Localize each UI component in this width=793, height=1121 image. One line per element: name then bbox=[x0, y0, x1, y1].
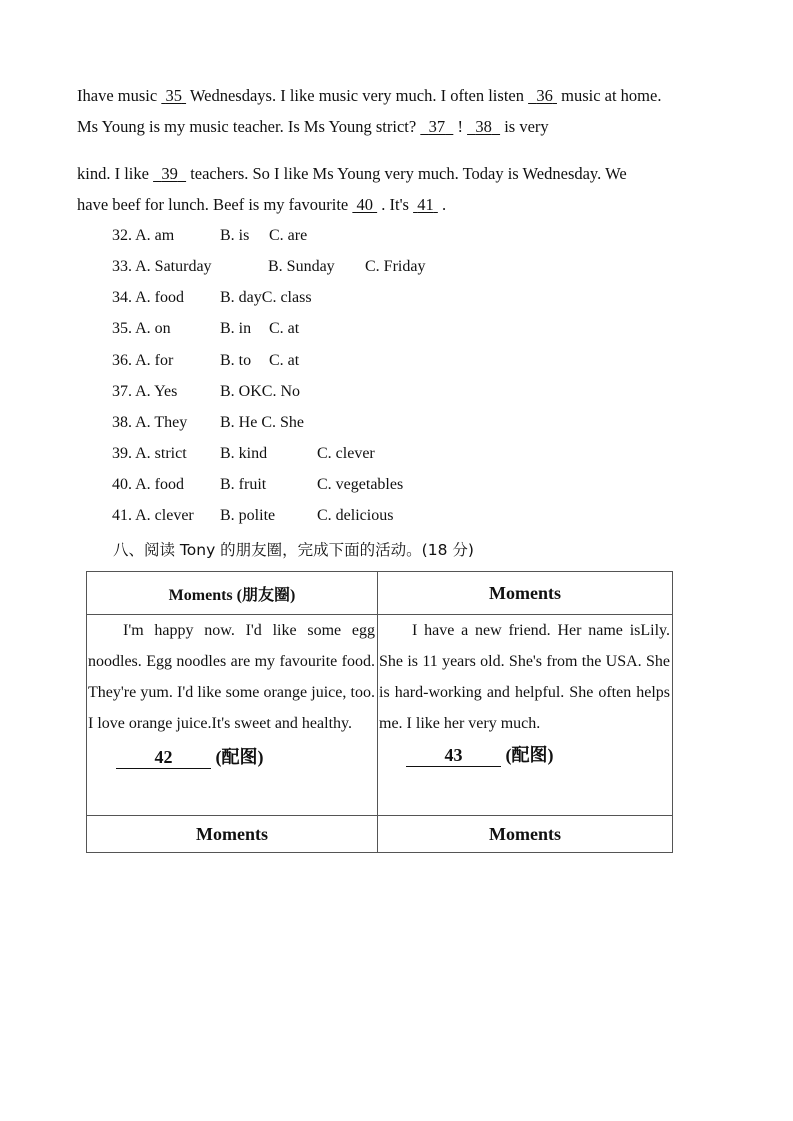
post-right-text: I have a new friend. Her name isLily. She is 11 years old. She's from the USA. She is hard-working and helpful. She often helps me. I like her very much. bbox=[379, 622, 670, 732]
passage-line-3: kind. I like 39 teachers. So I like Ms Young very much. Today is Wednesday. We bbox=[77, 164, 627, 183]
picture-blank-43: 43 (配图) bbox=[378, 741, 672, 767]
moments-post-right bbox=[378, 615, 673, 816]
moments-header-right: Moments bbox=[378, 572, 673, 615]
passage-line-4: have beef for lunch. Beef is my favourite 40 . It's 41 . bbox=[77, 195, 447, 214]
passage-line-1: Ihave music 35 Wednesdays. I like music very much. I often listen 36 music at home. bbox=[77, 86, 662, 105]
section-eight-heading: 八、阅读 Tony 的朋友圈，完成下面的活动。(18 分) bbox=[113, 541, 474, 559]
moments-footer-left: Moments bbox=[87, 816, 378, 853]
blank-35: 35 bbox=[165, 86, 182, 105]
moments-post-left bbox=[87, 615, 378, 816]
blank-38: 38 bbox=[475, 117, 492, 136]
passage-line-2: Ms Young is my music teacher. Is Ms Young strict? 37 ! 38 is very bbox=[77, 117, 549, 136]
blank-36: 36 bbox=[536, 86, 553, 105]
blank-39: 39 bbox=[161, 164, 178, 183]
blank-41: 41 bbox=[417, 195, 434, 214]
moments-header-left: Moments (朋友圈) bbox=[87, 572, 378, 615]
moments-footer-right: Moments bbox=[378, 816, 673, 853]
picture-blank-42: 42 (配图) bbox=[87, 743, 377, 769]
blank-40: 40 bbox=[356, 195, 373, 214]
moments-table bbox=[86, 571, 673, 853]
post-left-text: I'm happy now. I'd like some egg noodles. Egg noodles are my favourite food. They're yum. I'd like some orange juice, too. I love orange juice.It's sweet and healthy. bbox=[88, 622, 375, 732]
blank-37: 37 bbox=[428, 117, 446, 136]
